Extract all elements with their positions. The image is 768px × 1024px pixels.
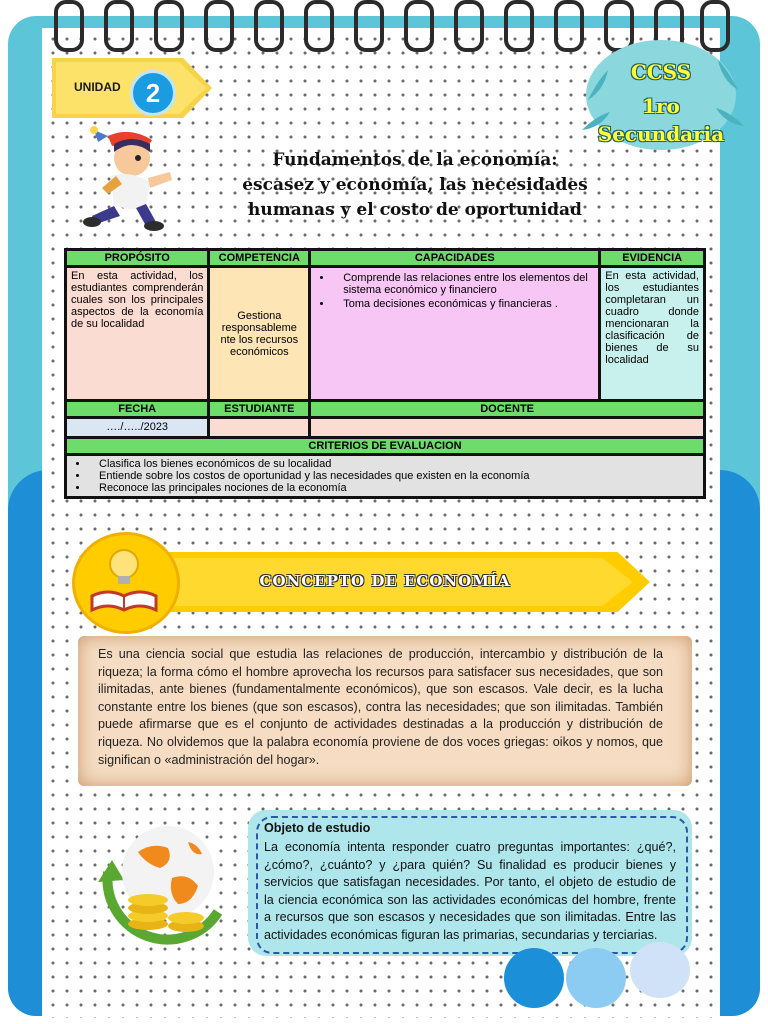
ring-icon <box>504 0 534 52</box>
ring-icon <box>354 0 384 52</box>
decor-circle <box>504 948 564 1008</box>
running-kid-icon <box>80 126 190 236</box>
ring-icon <box>254 0 284 52</box>
capacidad-item: • Comprende las relaciones entre los elementos del sistema económico y financiero <box>333 272 594 296</box>
concept-title: CONCEPTO DE ECONOMÍA <box>259 572 511 590</box>
header-evidencia: EVIDENCIA <box>600 250 705 267</box>
header-docente: DOCENTE <box>310 401 705 418</box>
ring-icon <box>104 0 134 52</box>
header-fecha: FECHA <box>66 401 209 418</box>
ring-icon <box>304 0 334 52</box>
cell-fecha: …./…../2023 <box>66 418 209 438</box>
criterio-item: • Entiende sobre los costos de oportunidad y las necesidades que existen en la economía <box>89 470 699 482</box>
header-competencia: COMPETENCIA <box>209 250 310 267</box>
ring-icon <box>454 0 484 52</box>
globe-coins-icon <box>88 812 238 962</box>
cell-criterios <box>66 455 705 498</box>
header-estudiante: ESTUDIANTE <box>209 401 310 418</box>
title-line-1: Fundamentos de la economía: <box>272 150 558 170</box>
decor-circle <box>630 942 690 998</box>
title-line-3: humanas y el costo de oportunidad <box>248 200 582 220</box>
badge-line-1: CCSS <box>630 60 692 84</box>
criterio-item: • Clasifica los bienes económicos de su localidad <box>89 458 699 470</box>
ring-icon <box>204 0 234 52</box>
title-line-2: escasez y economía, las necesidades <box>242 175 588 195</box>
header-criterios: CRITERIOS DE EVALUACION <box>66 438 705 455</box>
unit-label: UNIDAD <box>74 80 121 94</box>
criterio-item: • Reconoce las principales nociones de la economía <box>89 482 699 494</box>
cell-evidencia: En esta actividad, los estudiantes completaran un cuadro donde mencionaran la clasificación de bienes de su localidad <box>600 267 705 401</box>
ring-icon <box>404 0 434 52</box>
cell-competencia: Gestiona responsableme nte los recursos económicos <box>209 267 310 401</box>
objeto-title: Objeto de estudio <box>264 821 371 835</box>
cell-docente <box>310 418 705 438</box>
header-proposito: PROPÓSITO <box>66 250 209 267</box>
capacidad-item: • Toma decisiones económicas y financieras . <box>333 298 594 310</box>
cell-estudiante <box>209 418 310 438</box>
ring-icon <box>154 0 184 52</box>
decor-circle <box>566 948 626 1008</box>
badge-line-3: Secundaria <box>597 122 725 146</box>
concept-text: Es una ciencia social que estudia las relaciones de producción, intercambio y distribución de la riqueza; la forma cómo el hombre aprovecha los recursos para satisfacer sus necesidades, que son ilimitadas, ante bienes (fundamentalmente económicos), que son escasos. Vale decir, es la lucha constante entre los bienes (que son escasos), contra las necesidades; que son ilimitadas. También puede afirmarse que es el conjunto de actividades destinadas a la producción y distribución de riqueza. No olvidemos que la palabra economía proviene de dos voces griegas: oikos y nomos, que significan o «administración del hogar». <box>98 647 663 767</box>
unit-number: 2 <box>130 70 176 116</box>
lightbulb-book-icon <box>84 540 164 620</box>
cell-capacidades <box>310 267 600 401</box>
activity-table <box>64 248 706 499</box>
badge-line-2: 1ro <box>642 94 680 118</box>
page-title <box>230 148 600 223</box>
cell-proposito: En esta actividad, los estudiantes comprenderán cuales son los principales aspectos de la economía de su localidad <box>66 267 209 401</box>
header-capacidades: CAPACIDADES <box>310 250 600 267</box>
objeto-text: La economía intenta responder cuatro preguntas importantes: ¿qué?, ¿cómo?, ¿cuánto? y ¿para quién? Su finalidad es producir bienes y servicios que satisfagan necesidades. Por tanto, el objeto de estudio de la ciencia económica son las actividades económicas del hombre, frente a recursos que son escasos y necesidades que son ilimitadas. Entre las actividades económicas figuran las primarias, secundarias y terciarias. <box>264 840 676 942</box>
ring-icon <box>54 0 84 52</box>
